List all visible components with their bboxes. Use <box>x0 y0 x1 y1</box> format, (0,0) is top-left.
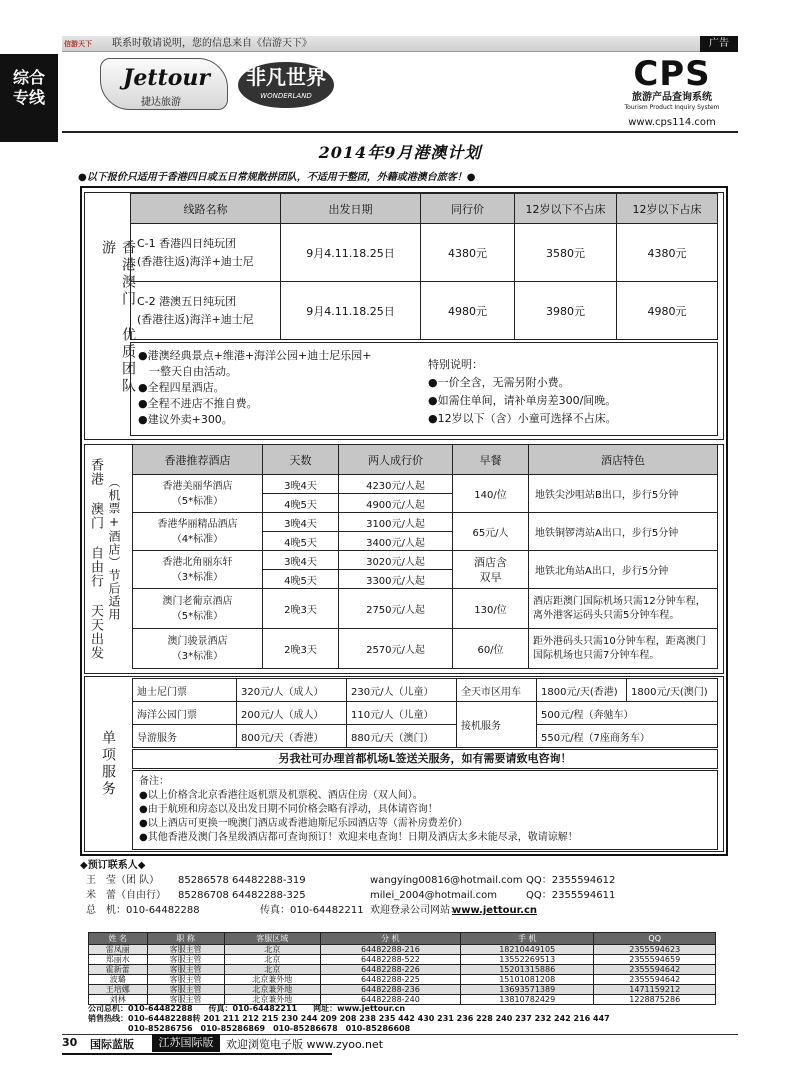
table-row <box>89 975 716 985</box>
staff-cell: 北京 <box>224 945 320 955</box>
col-header: 早餐 <box>453 445 529 475</box>
table-row <box>133 513 718 532</box>
section-tab <box>0 54 58 142</box>
route-name-line: C-2 港澳五日纯玩团 <box>137 294 237 308</box>
nights: 3晚4天 <box>263 513 339 532</box>
staff-cell: 北京兼外地 <box>224 995 320 1005</box>
staff-cell: 北京 <box>224 965 320 975</box>
staff-cell: 2355594659 <box>594 955 716 965</box>
hotel-name <box>133 475 263 513</box>
hotel-table <box>132 444 718 669</box>
col-header: 出发日期 <box>281 194 421 224</box>
page-section-name: 国际蓝版 <box>90 1038 134 1051</box>
visa-banner: 另我社可办理首都机场L签送关服务，如有需要请致电咨询！ <box>132 749 718 769</box>
staff-cell: 1471159212 <box>594 985 716 995</box>
route-name <box>131 224 281 282</box>
depart-date: 9月4.11.18.25日 <box>281 282 421 340</box>
route-name-line: (香港往返)海洋+迪士尼 <box>137 254 254 268</box>
website-label: 欢迎登录公司网站： <box>370 905 460 916</box>
footer-line: 销售热线：010-64482288转 201 211 212 215 230 244 209 208 238 235 442 430 231 236 228 240 237 232 242 216 447 <box>88 1014 610 1023</box>
staff-cell: 15101081208 <box>460 975 593 985</box>
staff-cell: 13810782429 <box>460 995 593 1005</box>
table-row <box>131 224 718 282</box>
feature-line: ●建议外卖+300。 <box>138 413 233 426</box>
source-note: 联系时敬请说明，您的信息来自《信游天下》 <box>112 38 312 49</box>
hotel-feature: 地铁北角站A出口，步行5分钟 <box>529 551 718 589</box>
hotel-price: 2750元/人起 <box>339 589 453 629</box>
staff-cell: 客服主管 <box>147 995 224 1005</box>
contact-ext: 64482288-319 <box>232 875 306 886</box>
table-row <box>89 995 716 1005</box>
price-bed: 4380元 <box>617 224 718 282</box>
section-free-travel-sublabel: （机票+酒店）节后适用 <box>107 476 121 621</box>
cps-url: www.cps114.com <box>628 117 716 128</box>
service-price: 1800元/天(香港) <box>537 679 627 702</box>
nights: 4晚5天 <box>263 494 339 513</box>
hotel-feature: 地铁尖沙咀站B出口，步行5分钟 <box>529 475 718 513</box>
cps-logo-sub: 旅游产品查询系统 <box>632 92 712 103</box>
contact-qq: QQ：2355594612 <box>526 875 616 886</box>
col-header: 香港推荐酒店 <box>133 445 263 475</box>
col-header: 线路名称 <box>131 194 281 224</box>
page-title: 2014年9月港澳计划 <box>318 143 482 162</box>
contact-row <box>80 903 730 918</box>
col-header: 手 机 <box>460 933 593 945</box>
staff-cell: 2355594642 <box>594 975 716 985</box>
service-price: 110元/人（儿童） <box>347 702 457 725</box>
cps-logo-en: Tourism Product Inquiry System <box>624 104 720 111</box>
price: 4980元 <box>421 282 515 340</box>
service-price: 230元/人（儿童） <box>347 679 457 702</box>
group-tour-features <box>138 348 428 428</box>
service-name: 接机服务 <box>457 702 537 748</box>
hotel-price: 2570元/人起 <box>339 629 453 669</box>
contact-ext: 64482288-325 <box>232 890 306 901</box>
col-header: 12岁以下不占床 <box>515 194 617 224</box>
service-price: 550元/程（7座商务车） <box>537 725 718 748</box>
section-group-tour-label: 香港澳门 优质团队游 <box>100 240 136 395</box>
service-name: 海洋公园门票 <box>133 702 237 725</box>
page-number: 30 <box>62 1036 78 1049</box>
services-table <box>132 678 718 748</box>
hotel-name-text: 香港美丽华酒店 <box>162 480 233 492</box>
breakfast: 60/位 <box>453 629 529 669</box>
contact-name: 王 莹（团 队） <box>86 875 160 886</box>
col-header: 分 机 <box>320 933 460 945</box>
special-note-line: 特别说明： <box>428 358 483 371</box>
col-header: 同行价 <box>421 194 515 224</box>
staff-cell: 客服主管 <box>147 975 224 985</box>
hotel-star: （5*标准） <box>171 610 224 622</box>
staff-cell: 北京兼外地 <box>224 985 320 995</box>
remark-line: ●以上价格含北京香港往返机票及机票税、酒店住房（双人间）。 <box>139 790 423 801</box>
table-row <box>89 985 716 995</box>
col-header: 客服区域 <box>224 933 320 945</box>
nights: 3晚4天 <box>263 475 339 494</box>
staff-cell: 18210449105 <box>460 945 593 955</box>
price-bed: 4980元 <box>617 282 718 340</box>
service-name: 迪士尼门票 <box>133 679 237 702</box>
special-note-line: ●如需住单间，请补单房差300/间晚。 <box>428 394 617 407</box>
staff-cell: 北京 <box>224 955 320 965</box>
feature-line: 一整天自由活动。 <box>138 365 237 378</box>
staff-cell: 2355594642 <box>594 965 716 975</box>
contact-name: 米 蕾（自由行） <box>86 890 166 901</box>
company-footer <box>88 1004 716 1034</box>
staff-cell: 王培娜 <box>89 985 148 995</box>
remarks-box <box>132 770 718 850</box>
staff-cell: 客服主管 <box>147 945 224 955</box>
service-price: 500元/程（奔驰车） <box>537 702 718 725</box>
website-link[interactable]: www.jettour.cn <box>452 905 537 916</box>
staff-cell: 13693571389 <box>460 985 593 995</box>
staff-cell: 雷凤丽 <box>89 945 148 955</box>
contacts-title: ◆预订联系人◆ <box>80 860 146 871</box>
nights: 4晚5天 <box>263 532 339 551</box>
col-header: QQ <box>594 933 716 945</box>
depart-date: 9月4.11.18.25日 <box>281 224 421 282</box>
staff-cell: 霍新蕾 <box>89 965 148 975</box>
hotel-price: 3300元/人起 <box>339 570 453 589</box>
contact-email[interactable]: milei_2004@hotmail.com <box>370 890 498 901</box>
price-nobed: 3580元 <box>515 224 617 282</box>
hotel-star: （3*标准） <box>171 571 224 583</box>
staff-cell: 64482288-236 <box>320 985 460 995</box>
table-row <box>133 475 718 494</box>
col-header: 两人成行价 <box>339 445 453 475</box>
ad-badge: 广告 <box>700 36 738 52</box>
table-row <box>133 679 718 702</box>
table-row <box>133 551 718 570</box>
staff-cell: 北京兼外地 <box>224 975 320 985</box>
remark-line: ●以上酒店可更换一晚澳门酒店或香港迪斯尼乐园酒店等（需补房费差价） <box>139 818 468 829</box>
hotel-name <box>133 629 263 669</box>
contact-qq: QQ：2355594611 <box>526 890 616 901</box>
staff-cell: 64482288-226 <box>320 965 460 975</box>
hotel-feature: 地铁铜锣湾站A出口，步行5分钟 <box>529 513 718 551</box>
hotel-price: 4900元/人起 <box>339 494 453 513</box>
service-name: 全天市区用车 <box>457 679 537 702</box>
staff-cell: 郑丽水 <box>89 955 148 965</box>
jettour-logo <box>100 58 228 110</box>
hotel-star: （5*标准） <box>171 495 224 507</box>
table-row <box>89 945 716 955</box>
col-header: 姓 名 <box>89 933 148 945</box>
staff-cell: 客服主管 <box>147 955 224 965</box>
col-header: 12岁以下占床 <box>617 194 718 224</box>
contact-email[interactable]: wangying00816@hotmail.com <box>370 875 523 886</box>
staff-cell: 64482288-225 <box>320 975 460 985</box>
hotel-star: （4*标准） <box>171 533 224 545</box>
wonderland-logo-sub: WONDERLAND <box>260 92 312 100</box>
staff-cell: 13552269513 <box>460 955 593 965</box>
feature-line: ●港澳经典景点+维港+海洋公园+迪士尼乐园+ <box>138 349 372 362</box>
hotel-name-text: 澳门骏景酒店 <box>167 635 228 647</box>
breakfast: 酒店含双早 <box>453 551 529 589</box>
nights: 2晚3天 <box>263 589 339 629</box>
contact-phone: 85286578 <box>178 875 229 886</box>
header-divider <box>62 131 738 133</box>
hotel-name-text: 香港华丽精品酒店 <box>157 518 238 530</box>
hotel-price: 3400元/人起 <box>339 532 453 551</box>
hotel-feature: 距外港码头只需10分钟车程，距离澳门国际机场也只需7分钟车程。 <box>529 629 718 669</box>
hotel-price: 4230元/人起 <box>339 475 453 494</box>
service-price: 200元/人（成人） <box>237 702 347 725</box>
hotel-name-text: 香港北角丽东轩 <box>162 556 233 568</box>
table-row <box>131 282 718 340</box>
price: 4380元 <box>421 224 515 282</box>
contacts-block <box>80 858 730 918</box>
special-note-line: ●12岁以下（含）小童可选择不占床。 <box>428 412 617 425</box>
main-phone: 总 机：010-64482288 <box>86 905 200 916</box>
contact-phone: 85286708 <box>178 890 229 901</box>
breakfast: 130/位 <box>453 589 529 629</box>
service-name: 导游服务 <box>133 725 237 748</box>
col-header: 职 称 <box>147 933 224 945</box>
nights: 3晚4天 <box>263 551 339 570</box>
staff-table <box>88 932 716 1005</box>
service-price: 320元/人（成人） <box>237 679 347 702</box>
edition-badge: 江苏国际版 <box>152 1034 220 1052</box>
remark-line: 备注： <box>139 776 169 787</box>
nights: 2晚3天 <box>263 629 339 669</box>
hotel-price: 3100元/人起 <box>339 513 453 532</box>
staff-cell: 波璐 <box>89 975 148 985</box>
breakfast: 65元/人 <box>453 513 529 551</box>
table-row <box>89 965 716 975</box>
col-header: 天数 <box>263 445 339 475</box>
section-tab-label: 综合专线 <box>12 68 45 107</box>
edition-url[interactable]: 欢迎浏览电子版 www.zyoo.net <box>226 1038 384 1051</box>
staff-cell: 2355594623 <box>594 945 716 955</box>
fax: 传真：010-64482211 <box>260 905 364 916</box>
staff-cell: 64482288-216 <box>320 945 460 955</box>
hotel-feature: 酒店距澳门国际机场只需12分钟车程，离外港客运码头只需5分钟车程。 <box>529 589 718 629</box>
staff-cell: 刘林 <box>89 995 148 1005</box>
footer-line: 公司总机：010-64482288 传真：010-64482211 网址：www.jettour.cn <box>88 1004 406 1013</box>
route-name-line: (香港往返)海洋+迪士尼 <box>137 312 254 326</box>
staff-cell: 1228875286 <box>594 995 716 1005</box>
service-price: 1800元/天(澳门) <box>627 679 718 702</box>
remark-line: ●由于航班和房态以及出发日期不同价格会略有浮动，具体请咨询！ <box>139 804 438 815</box>
table-row <box>133 702 718 725</box>
special-notes <box>428 356 688 428</box>
staff-cell: 客服主管 <box>147 965 224 975</box>
mini-logo: 信游天下 <box>64 40 92 48</box>
table-row <box>133 589 718 629</box>
wonderland-logo-text: 非凡世界 <box>246 65 326 89</box>
cps-logo-text: CPS <box>633 54 711 94</box>
group-tour-table <box>130 193 718 340</box>
service-price: 880元/天（澳门） <box>347 725 457 748</box>
table-row <box>89 955 716 965</box>
special-note-line: ●一价全含，无需另附小费。 <box>428 376 570 389</box>
hotel-star: （3*标准） <box>171 650 224 662</box>
contact-row <box>80 873 730 888</box>
hotel-name-text: 澳门老葡京酒店 <box>162 595 233 607</box>
price-note: ●以下报价只适用于香港四日或五日常规散拼团队，不适用于整团，外籍或港澳台旅客！● <box>78 172 476 183</box>
nights: 4晚5天 <box>263 570 339 589</box>
wonderland-logo <box>238 62 334 108</box>
service-price: 800元/天（香港） <box>237 725 347 748</box>
remark-line: ●其他香港及澳门各星级酒店都可查询预订！欢迎来电查询！日期及酒店太多未能尽录，敬请谅解！ <box>139 832 578 843</box>
cps-logo <box>610 56 734 128</box>
staff-cell: 15201315886 <box>460 965 593 975</box>
price-nobed: 3980元 <box>515 282 617 340</box>
footer-line: 010-85286756 010-85286869 010-85286678 010-85286608 <box>88 1024 411 1033</box>
footer-rule <box>62 1053 332 1055</box>
staff-cell: 64482288-522 <box>320 955 460 965</box>
contact-row <box>80 888 730 903</box>
jettour-logo-text: Jettour <box>123 65 210 91</box>
table-row <box>133 629 718 669</box>
route-name <box>131 282 281 340</box>
route-name-line: C-1 香港四日纯玩团 <box>137 236 237 250</box>
hotel-name <box>133 513 263 551</box>
hotel-name <box>133 589 263 629</box>
jettour-logo-sub: 捷达旅游 <box>141 97 181 108</box>
feature-line: ●全程四星酒店。 <box>138 381 225 394</box>
staff-cell: 客服主管 <box>147 985 224 995</box>
section-single-services-label: 单项服务 <box>100 730 116 798</box>
breakfast: 140/位 <box>453 475 529 513</box>
staff-cell: 64482288-240 <box>320 995 460 1005</box>
table-row <box>133 725 718 748</box>
col-header: 酒店特色 <box>529 445 718 475</box>
hotel-name <box>133 551 263 589</box>
section-free-travel-label: 香港 澳门 自由行 天天出发 <box>88 458 103 660</box>
feature-line: ●全程不进店不推自费。 <box>138 397 258 410</box>
hotel-price: 3020元/人起 <box>339 551 453 570</box>
